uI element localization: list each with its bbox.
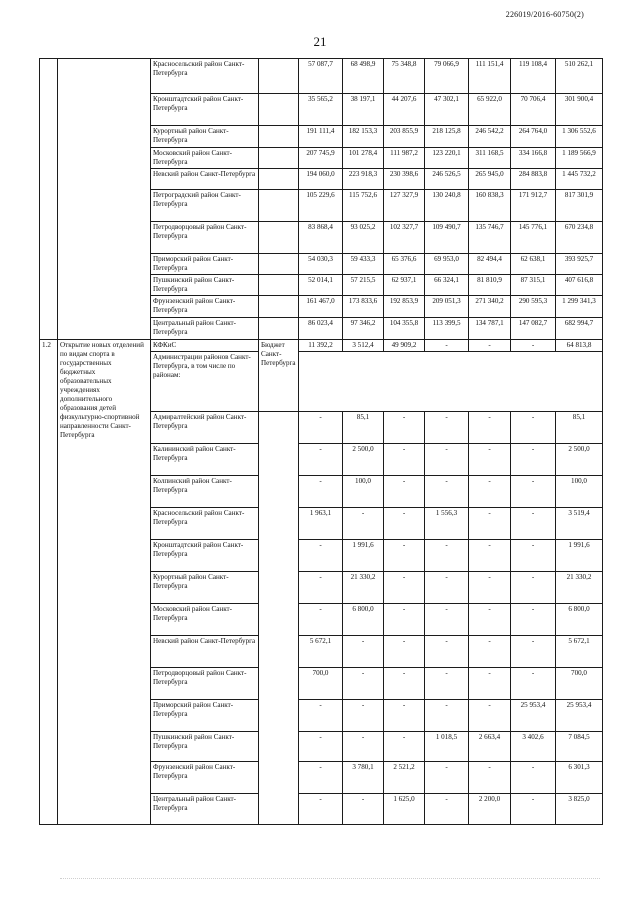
value-cell: 66 324,1 (425, 275, 469, 296)
value-cell: 44 207,6 (384, 94, 425, 126)
source-cell (259, 318, 299, 340)
value-cell: 1 991,6 (343, 540, 384, 572)
value-cell: 87 315,1 (511, 275, 556, 296)
value-cell: 62 638,1 (511, 254, 556, 275)
value-cell: 209 051,3 (425, 296, 469, 318)
row-number-cell: 1.2 (40, 340, 58, 825)
value-cell: - (425, 762, 469, 794)
district-cell: Московский район Санкт-Петербурга (151, 148, 259, 169)
value-cell: - (384, 540, 425, 572)
value-cell: 171 912,7 (511, 190, 556, 222)
value-cell: - (469, 476, 511, 508)
district-cell: Пушкинский район Санкт-Петербурга (151, 732, 259, 762)
value-cell: 682 994,7 (556, 318, 603, 340)
value-cell: 700,0 (556, 668, 603, 700)
value-cell: 301 900,4 (556, 94, 603, 126)
value-cell: 6 800,0 (556, 604, 603, 636)
value-cell: - (425, 340, 469, 352)
value-cell: 11 392,2 (299, 340, 343, 352)
district-cell: Калининский район Санкт-Петербурга (151, 444, 259, 476)
value-cell: 54 030,3 (299, 254, 343, 275)
value-cell: 182 153,3 (343, 126, 384, 148)
value-cell: 173 833,6 (343, 296, 384, 318)
value-cell: 246 526,5 (425, 169, 469, 190)
value-cell: 2 200,0 (469, 794, 511, 825)
value-cell: 1 299 341,3 (556, 296, 603, 318)
source-cell (259, 59, 299, 94)
source-cell (259, 148, 299, 169)
empty-value-cell (299, 352, 603, 412)
source-cell: Бюджет Санкт-Петербурга (259, 340, 299, 412)
value-cell: 100,0 (343, 476, 384, 508)
value-cell: 62 937,1 (384, 275, 425, 296)
value-cell: 113 399,5 (425, 318, 469, 340)
value-cell: 65 376,6 (384, 254, 425, 275)
value-cell: - (511, 508, 556, 540)
value-cell: 3 825,0 (556, 794, 603, 825)
value-cell: 47 302,1 (425, 94, 469, 126)
value-cell: - (511, 762, 556, 794)
value-cell: - (343, 700, 384, 732)
value-cell: 203 855,9 (384, 126, 425, 148)
value-cell: 79 066,9 (425, 59, 469, 94)
source-cell (259, 275, 299, 296)
value-cell: - (299, 604, 343, 636)
value-cell: - (384, 476, 425, 508)
value-cell: - (511, 540, 556, 572)
value-cell: 2 500,0 (556, 444, 603, 476)
district-cell: Фрунзенский район Санкт-Петербурга (151, 762, 259, 794)
value-cell: 2 500,0 (343, 444, 384, 476)
value-cell: 3 512,4 (343, 340, 384, 352)
district-cell: Пушкинский район Санкт-Петербурга (151, 275, 259, 296)
value-cell: 59 433,3 (343, 254, 384, 275)
district-cell: Приморский район Санкт-Петербурга (151, 254, 259, 275)
value-cell: - (299, 540, 343, 572)
value-cell: 85,1 (556, 412, 603, 444)
value-cell: 68 498,9 (343, 59, 384, 94)
value-cell: - (469, 572, 511, 604)
district-cell: Московский район Санкт-Петербурга (151, 604, 259, 636)
executor-cell: Администрации районов Санкт-Петербурга, в том числе по районам: (151, 352, 259, 412)
document-number: 226019/2016-60750(2) (505, 10, 584, 19)
value-cell: - (384, 444, 425, 476)
value-cell: 65 922,0 (469, 94, 511, 126)
value-cell: 393 925,7 (556, 254, 603, 275)
value-cell: 49 909,2 (384, 340, 425, 352)
value-cell: - (384, 732, 425, 762)
value-cell: 97 346,2 (343, 318, 384, 340)
value-cell: - (425, 476, 469, 508)
district-cell: Курортный район Санкт-Петербурга (151, 572, 259, 604)
value-cell: - (425, 668, 469, 700)
value-cell: - (299, 444, 343, 476)
value-cell: - (469, 412, 511, 444)
value-cell: 264 764,0 (511, 126, 556, 148)
value-cell: 82 494,4 (469, 254, 511, 275)
measure-name-cell: Открытие новых отделений по видам спорта в государственных бюджетных образовательных учреждениях дополнительного образования детей физкультурно-спортивной направленности Санкт-Петербурга (58, 340, 151, 825)
value-cell: - (469, 762, 511, 794)
district-cell: Курортный район Санкт-Петербурга (151, 126, 259, 148)
value-cell: - (469, 508, 511, 540)
district-cell: Приморский район Санкт-Петербурга (151, 700, 259, 732)
page-number: 21 (313, 34, 327, 49)
value-cell: - (511, 476, 556, 508)
value-cell: 52 014,1 (299, 275, 343, 296)
value-cell: 134 787,1 (469, 318, 511, 340)
value-cell: - (511, 636, 556, 668)
district-cell: Невский район Санкт-Петербурга (151, 169, 259, 190)
value-cell: - (425, 604, 469, 636)
value-cell: 1 991,6 (556, 540, 603, 572)
value-cell: - (299, 572, 343, 604)
value-cell: - (384, 508, 425, 540)
value-cell: 1 018,5 (425, 732, 469, 762)
value-cell: - (384, 604, 425, 636)
value-cell: 21 330,2 (556, 572, 603, 604)
value-cell: 57 087,7 (299, 59, 343, 94)
value-cell: 218 125,8 (425, 126, 469, 148)
value-cell: - (511, 412, 556, 444)
value-cell: 25 953,4 (511, 700, 556, 732)
value-cell: - (299, 732, 343, 762)
value-cell: 311 168,5 (469, 148, 511, 169)
value-cell: 57 215,5 (343, 275, 384, 296)
value-cell: 147 082,7 (511, 318, 556, 340)
value-cell: - (511, 572, 556, 604)
value-cell: 25 953,4 (556, 700, 603, 732)
value-cell: - (511, 794, 556, 825)
value-cell: - (384, 700, 425, 732)
value-cell: 407 616,8 (556, 275, 603, 296)
district-cell: Петродворцовый район Санкт-Петербурга (151, 222, 259, 254)
value-cell: 1 445 732,2 (556, 169, 603, 190)
value-cell: 5 672,1 (299, 636, 343, 668)
value-cell: - (469, 700, 511, 732)
value-cell: 38 197,1 (343, 94, 384, 126)
district-cell: Центральный район Санкт-Петербурга (151, 318, 259, 340)
source-cell (259, 190, 299, 222)
value-cell: - (384, 572, 425, 604)
district-cell: Фрунзенский район Санкт-Петербурга (151, 296, 259, 318)
value-cell: - (511, 668, 556, 700)
value-cell: 1 963,1 (299, 508, 343, 540)
row-number-cell (40, 59, 58, 340)
value-cell: 284 883,8 (511, 169, 556, 190)
value-cell: - (511, 444, 556, 476)
value-cell: 2 663,4 (469, 732, 511, 762)
value-cell: 510 262,1 (556, 59, 603, 94)
value-cell: 115 752,6 (343, 190, 384, 222)
value-cell: - (299, 476, 343, 508)
value-cell: 161 467,0 (299, 296, 343, 318)
value-cell: - (343, 636, 384, 668)
value-cell: 7 084,5 (556, 732, 603, 762)
measure-name-cell (58, 59, 151, 340)
value-cell: - (425, 636, 469, 668)
value-cell: 2 521,2 (384, 762, 425, 794)
value-cell: 111 151,4 (469, 59, 511, 94)
value-cell: - (425, 540, 469, 572)
value-cell: 102 327,7 (384, 222, 425, 254)
value-cell: 69 953,0 (425, 254, 469, 275)
value-cell: 119 108,4 (511, 59, 556, 94)
district-cell: Красносельский район Санкт-Петербурга (151, 508, 259, 540)
district-cell: Невский район Санкт-Петербурга (151, 636, 259, 668)
value-cell: 246 542,2 (469, 126, 511, 148)
value-cell: 223 918,3 (343, 169, 384, 190)
value-cell: 111 987,2 (384, 148, 425, 169)
value-cell: 70 706,4 (511, 94, 556, 126)
value-cell: - (469, 540, 511, 572)
value-cell: 1 625,0 (384, 794, 425, 825)
value-cell: 3 402,6 (511, 732, 556, 762)
district-cell: Петроградский район Санкт-Петербурга (151, 190, 259, 222)
value-cell: 6 800,0 (343, 604, 384, 636)
value-cell: 5 672,1 (556, 636, 603, 668)
value-cell: 1 306 552,6 (556, 126, 603, 148)
value-cell: 207 745,9 (299, 148, 343, 169)
value-cell: 1 556,3 (425, 508, 469, 540)
value-cell: 817 301,9 (556, 190, 603, 222)
value-cell: 1 189 566,9 (556, 148, 603, 169)
value-cell: 194 060,0 (299, 169, 343, 190)
value-cell: 230 398,6 (384, 169, 425, 190)
value-cell: - (469, 604, 511, 636)
value-cell: 127 327,9 (384, 190, 425, 222)
value-cell: 75 348,8 (384, 59, 425, 94)
value-cell: 3 780,1 (343, 762, 384, 794)
value-cell: - (343, 794, 384, 825)
district-cell: Кронштадтский район Санкт-Петербурга (151, 94, 259, 126)
value-cell: 21 330,2 (343, 572, 384, 604)
district-cell: Адмиралтейский район Санкт-Петербурга (151, 412, 259, 444)
value-cell: 109 490,7 (425, 222, 469, 254)
value-cell: 85,1 (343, 412, 384, 444)
value-cell: - (299, 762, 343, 794)
value-cell: 123 220,1 (425, 148, 469, 169)
value-cell: 130 240,8 (425, 190, 469, 222)
value-cell: - (384, 412, 425, 444)
value-cell: 290 595,3 (511, 296, 556, 318)
district-cell: Центральный район Санкт-Петербурга (151, 794, 259, 825)
value-cell: - (425, 572, 469, 604)
value-cell: 6 301,3 (556, 762, 603, 794)
value-cell: 64 813,8 (556, 340, 603, 352)
value-cell: - (469, 636, 511, 668)
district-cell: Кронштадтский район Санкт-Петербурга (151, 540, 259, 572)
value-cell: - (299, 794, 343, 825)
district-cell: Петродворцовый район Санкт-Петербурга (151, 668, 259, 700)
value-cell: 145 776,1 (511, 222, 556, 254)
value-cell: 104 355,8 (384, 318, 425, 340)
scan-artifact-line (60, 878, 600, 880)
value-cell: 191 111,4 (299, 126, 343, 148)
value-cell: - (425, 700, 469, 732)
source-cell (259, 94, 299, 126)
source-cell (259, 296, 299, 318)
table-row (40, 59, 603, 94)
value-cell: - (299, 700, 343, 732)
value-cell: - (425, 412, 469, 444)
value-cell: - (425, 794, 469, 825)
district-cell: Колпинский район Санкт-Петербурга (151, 476, 259, 508)
value-cell: 3 519,4 (556, 508, 603, 540)
value-cell: 105 229,6 (299, 190, 343, 222)
source-cell (259, 412, 299, 825)
value-cell: 100,0 (556, 476, 603, 508)
source-cell (259, 222, 299, 254)
value-cell: - (343, 508, 384, 540)
district-cell: Красносельский район Санкт-Петербурга (151, 59, 259, 94)
value-cell: - (425, 444, 469, 476)
value-cell: 101 278,4 (343, 148, 384, 169)
value-cell: 35 565,2 (299, 94, 343, 126)
table-row (40, 340, 603, 352)
source-cell (259, 169, 299, 190)
value-cell: - (469, 444, 511, 476)
value-cell: 86 023,4 (299, 318, 343, 340)
value-cell: 670 234,8 (556, 222, 603, 254)
source-cell (259, 126, 299, 148)
executor-cell: КФКиС (151, 340, 259, 352)
value-cell: 135 746,7 (469, 222, 511, 254)
value-cell: 271 340,2 (469, 296, 511, 318)
value-cell: - (511, 604, 556, 636)
value-cell: - (343, 668, 384, 700)
value-cell: 700,0 (299, 668, 343, 700)
value-cell: - (511, 340, 556, 352)
value-cell: - (469, 340, 511, 352)
value-cell: 81 810,9 (469, 275, 511, 296)
value-cell: 160 838,3 (469, 190, 511, 222)
value-cell: 83 868,4 (299, 222, 343, 254)
value-cell: - (384, 636, 425, 668)
value-cell: 192 853,9 (384, 296, 425, 318)
value-cell: - (469, 668, 511, 700)
value-cell: 93 025,2 (343, 222, 384, 254)
value-cell: - (299, 412, 343, 444)
value-cell: 334 166,8 (511, 148, 556, 169)
source-cell (259, 254, 299, 275)
value-cell: - (343, 732, 384, 762)
value-cell: 265 945,0 (469, 169, 511, 190)
value-cell: - (384, 668, 425, 700)
budget-table (39, 58, 603, 825)
